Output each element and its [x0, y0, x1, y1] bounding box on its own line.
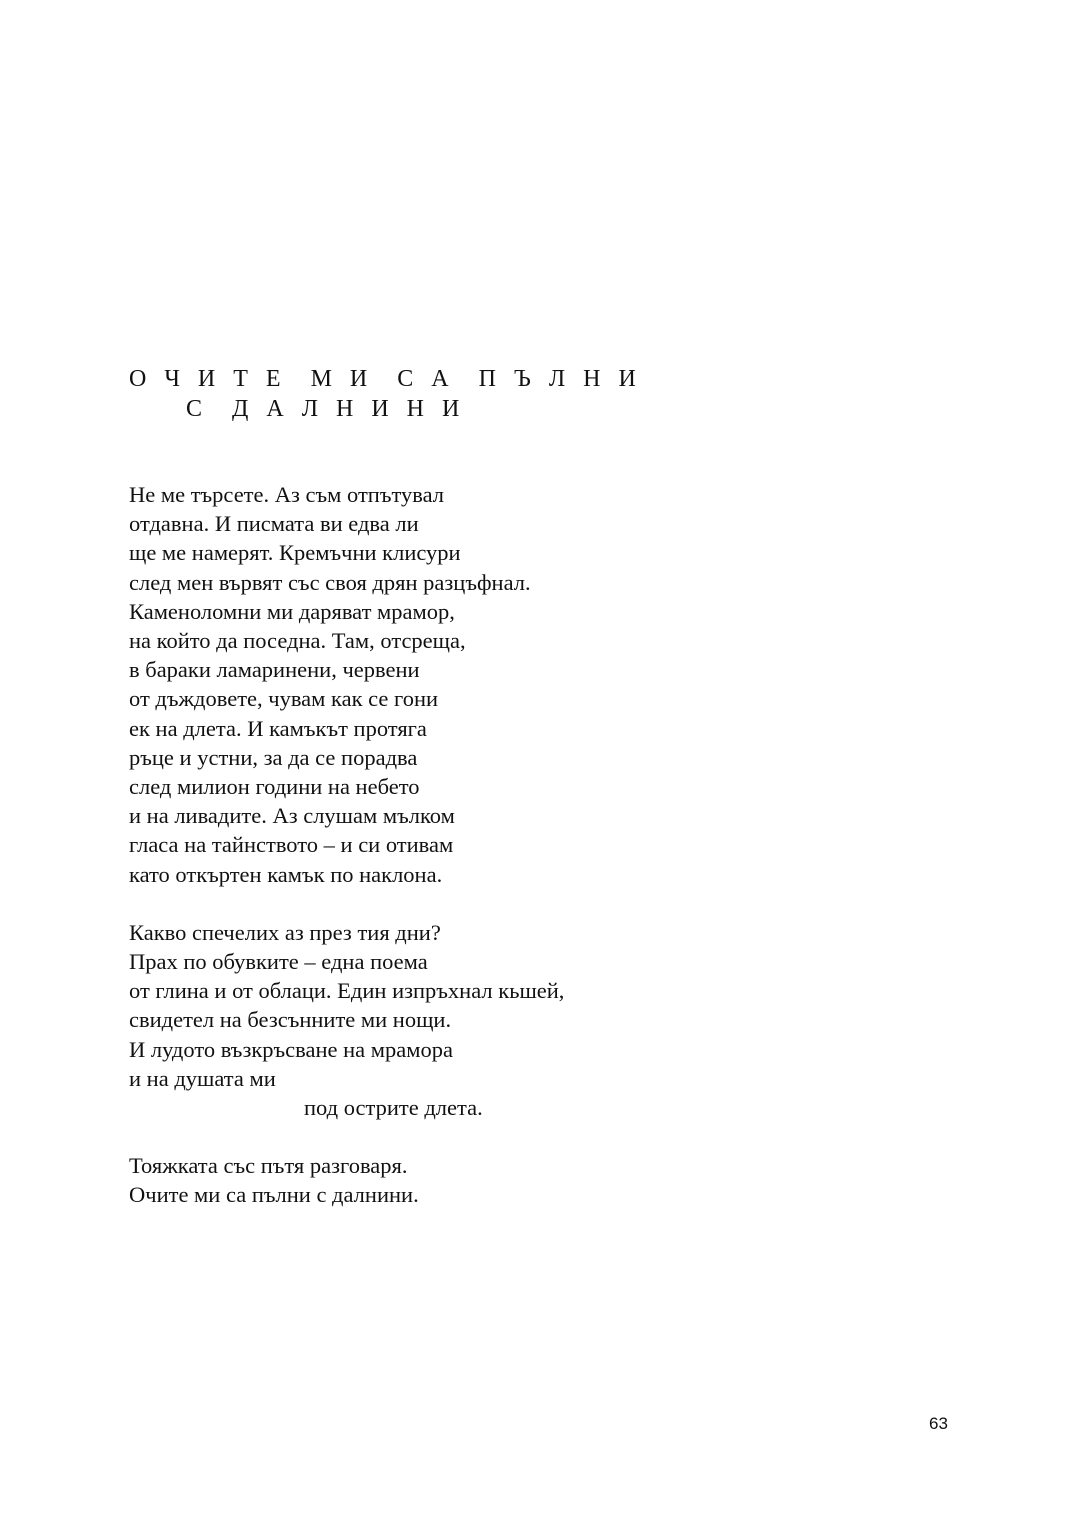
stanza-3 — [129, 1151, 1009, 1209]
verse-line: като откъртен камък по наклона. — [129, 861, 443, 887]
poem-title-line-1: О Ч И Т Е М И С А П Ъ Л Н И — [129, 366, 642, 392]
verse-line: И лудото възкръсване на мрамора — [129, 1036, 453, 1062]
verse-line: Каменоломни ми даряват мрамор, — [129, 598, 455, 624]
verse-line: свидетел на безсънните ми нощи. — [129, 1007, 452, 1033]
verse-line: гласа на тайнството – и си отивам — [129, 832, 454, 858]
verse-line: след милион години на небето — [129, 774, 420, 800]
verse-line: Тояжката със пътя разговаря. — [129, 1153, 408, 1179]
page-number: 63 — [929, 1414, 948, 1433]
verse-line: Прах по обувките – една поема — [129, 949, 428, 975]
verse-line: Не ме търсете. Аз съм отпътувал — [129, 482, 444, 507]
verse-line: в бараки ламаринени, червени — [129, 657, 420, 683]
stanza-1 — [129, 480, 1009, 889]
verse-line: след мен вървят със своя дрян разцъфнал. — [129, 569, 531, 595]
verse-line: ще ме намерят. Кремъчни клисури — [129, 540, 461, 566]
poem-body — [129, 480, 1009, 1239]
verse-line: и на ливадите. Аз слушам мълком — [129, 803, 455, 829]
poem-title-line-2: С Д А Л Н И Н И — [186, 396, 466, 422]
poem-title — [129, 364, 642, 424]
verse-line: Какво спечелих аз през тия дни? — [129, 919, 441, 945]
verse-line: отдавна. И писмата ви едва ли — [129, 511, 419, 537]
verse-line-indented: под острите длета. — [304, 1095, 483, 1121]
verse-line: и на душата ми — [129, 1065, 276, 1091]
verse-line: от дъждовете, чувам как се гони — [129, 686, 439, 712]
verse-line: ръце и устни, за да се порадва — [129, 744, 418, 770]
verse-line: Очите ми са пълни с далнини. — [129, 1182, 419, 1208]
stanza-2 — [129, 918, 1009, 1122]
verse-line: ек на длета. И камъкът протяга — [129, 715, 427, 741]
verse-line: от глина и от облаци. Един изпръхнал кьшей, — [129, 978, 565, 1004]
verse-line: на който да поседна. Там, отсреща, — [129, 628, 466, 654]
